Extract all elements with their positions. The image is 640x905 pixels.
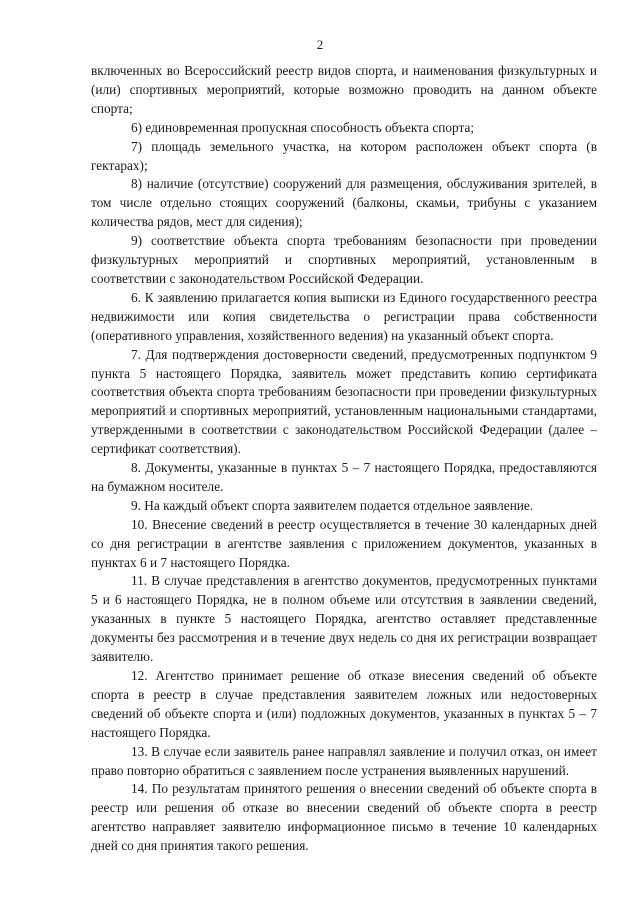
paragraph-item-8: 8) наличие (отсутствие) сооружений для размещения, обслуживания зрителей, в том числе отдельно стоящих сооружений (балконы, скамьи, трибуны с указанием количества рядов, мест для сидения); (91, 176, 597, 230)
paragraph-point-12: 12. Агентство принимает решение об отказе внесения сведений об объекте спорта в реестр в случае представления заявителем ложных или недостоверных сведений об объекте спорта и (или) подложных документов, указанных в пунктах 5 – 7 настоящего Порядка. (91, 668, 597, 740)
paragraph-point-13: 13. В случае если заявитель ранее направлял заявление и получил отказ, он имеет право повторно обратиться с заявлением после устранения выявленных нарушений. (91, 743, 597, 778)
paragraph-point-7: 7. Для подтверждения достоверности сведений, предусмотренных подпунктом 9 пункта 5 настоящего Порядка, заявитель может представить копию сертификата соответствия объекта спорта требованиям безопасности при проведении физкультурных мероприятий и спортивных мероприятий, установленным национальными стандартами, утвержденными в соответствии с законодательством Российской Федерации (далее – сертификат соответствия). (91, 346, 597, 457)
paragraph-point-6: 6. К заявлению прилагается копия выписки из Единого государственного реестра недвижимости или копия свидетельства о регистрации права собственности (оперативного управления, хозяйственного ведения) на указанный объект спорта. (91, 289, 597, 343)
paragraph-point-14: 14. По результатам принятого решения о внесении сведений об объекте спорта в реестр или решения об отказе во внесении сведений об объекте спорта в реестр агентство направляет заявителю информационное письмо в течение 10 календарных дней со дня принятия такого решения. (91, 781, 597, 854)
page-number: 2 (316, 37, 324, 52)
paragraph-continuation: включенных во Всероссийский реестр видов спорта, и наименования физкультурных и (или) спортивных мероприятий, которые возможно проводить на данном объекте спорта; (91, 63, 597, 116)
paragraph-point-10: 10. Внесение сведений в реестр осуществляется в течение 30 календарных дней со дня регистрации в агентстве заявления с приложением документов, указанных в пунктах 6 и 7 настоящего Порядка. (91, 516, 597, 570)
paragraph-item-9: 9) соответствие объекта спорта требованиям безопасности при проведении физкультурных мероприятий и спортивных мероприятий, установленным в соответствии с законодательством Российской Федерации. (91, 233, 597, 286)
paragraph-point-9: 9. На каждый объект спорта заявителем подается отдельное заявление. (131, 497, 534, 513)
paragraph-item-6: 6) единовременная пропускная способность объекта спорта; (131, 119, 475, 135)
paragraph-point-11: 11. В случае представления в агентство документов, предусмотренных пунктами 5 и 6 настоящего Порядка, не в полном объеме или отсутствия в заявлении сведений, указанных в пункте 5 настоящего Порядка, агентство оставляет представленные документы без рассмотрения и в течение двух недель со дня их регистрации возвращает заявителю. (91, 573, 597, 665)
paragraph-item-7: 7) площадь земельного участка, на котором расположен объект спорта (в гектарах); (91, 138, 597, 173)
paragraph-point-8: 8. Документы, указанные в пунктах 5 – 7 настоящего Порядка, предоставляются на бумажном носителе. (91, 460, 597, 494)
document-body (91, 62, 597, 856)
